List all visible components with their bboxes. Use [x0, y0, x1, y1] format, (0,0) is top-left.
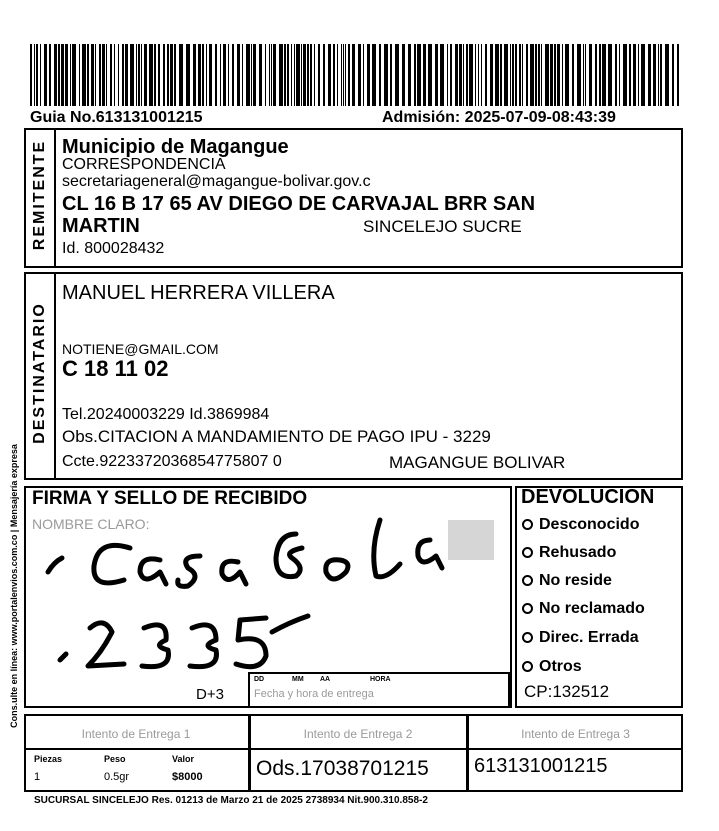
barcode-bar — [562, 44, 563, 106]
barcode-bar — [395, 44, 399, 106]
barcode-bar — [358, 44, 361, 106]
delivery-attempt-3: Intento de Entrega 3 — [521, 727, 630, 741]
radio-icon — [522, 661, 533, 672]
sender-email: secretariageneral@magangue-bolivar.gov.c — [62, 173, 371, 190]
barcode-bar — [554, 44, 556, 106]
barcode-bar — [91, 44, 94, 106]
barcode-bar — [323, 44, 325, 106]
radio-icon — [522, 603, 533, 614]
name-label: NOMBRE CLARO: — [32, 516, 150, 532]
barcode-bar — [466, 44, 468, 106]
barcode-bar — [602, 44, 606, 106]
barcode-bar — [318, 44, 320, 106]
barcode-bar — [379, 44, 381, 106]
destinatario-label: DESTINATARIO — [31, 302, 48, 444]
return-option-others[interactable]: Otros — [522, 658, 582, 676]
sender-id: Id. 800028432 — [62, 240, 165, 257]
barcode-bar — [310, 44, 312, 106]
admission-date: Admisión: 2025-07-09-08:43:39 — [382, 109, 616, 126]
barcode-bar — [149, 44, 153, 106]
barcode-bar — [136, 44, 137, 106]
barcode-bar — [95, 44, 96, 106]
barcode-bar — [653, 44, 656, 106]
barcode-bar — [287, 44, 289, 106]
barcode-bar — [179, 44, 183, 106]
barcode-bar — [450, 44, 452, 106]
barcode-bar — [390, 44, 392, 106]
barcode-bar — [478, 44, 479, 106]
barcode-bar — [223, 44, 226, 106]
barcode-bar — [206, 44, 207, 106]
barcode-bar — [202, 44, 204, 106]
barcode-bar — [348, 44, 350, 106]
barcode-bar — [251, 44, 252, 106]
barcode-bar — [186, 44, 190, 106]
barcode-bar — [510, 44, 511, 106]
barcode-bar — [550, 44, 553, 106]
postal-code: CP:132512 — [524, 682, 610, 701]
barcode-bar — [232, 44, 234, 106]
barcode-bar — [291, 44, 292, 106]
barcode-bar — [265, 44, 266, 106]
barcode-bar — [455, 44, 458, 106]
barcode-bar — [648, 44, 651, 106]
weight-header: Peso — [104, 754, 126, 764]
barcode-bar — [363, 44, 364, 106]
barcode-bar — [114, 44, 115, 106]
barcode-bar — [99, 44, 101, 106]
return-option-refused[interactable]: Rehusado — [522, 544, 616, 562]
barcode-bar — [557, 44, 560, 106]
barcode-bar — [447, 44, 448, 106]
barcode-bar — [515, 44, 517, 106]
barcode-bar — [167, 44, 169, 106]
radio-icon — [522, 575, 533, 586]
barcode-bar — [633, 44, 636, 106]
barcode-bar — [519, 44, 521, 106]
barcode-bar — [58, 44, 60, 106]
recipient-address: C 18 11 02 — [62, 356, 169, 381]
delivery-attempt-2: Intento de Entrega 2 — [303, 727, 413, 741]
barcode-bar — [36, 44, 38, 106]
barcode-bar — [538, 44, 540, 106]
barcode-bar — [665, 44, 669, 106]
barcode-bar — [475, 44, 476, 106]
barcode-bar — [141, 44, 142, 106]
weight-value: 0.5gr — [104, 771, 130, 783]
barcode-bar — [440, 44, 444, 106]
barcode-bar — [82, 44, 86, 106]
barcode-bar — [228, 44, 229, 106]
return-title: DEVOLUCION — [521, 486, 655, 508]
barcode-bar — [459, 44, 462, 106]
ods-number: Ods.17038701215 — [256, 757, 429, 780]
d-plus-3: D+3 — [196, 686, 224, 703]
radio-icon — [522, 547, 533, 558]
recipient-email: NOTIENE@GMAIL.COM — [62, 341, 219, 357]
barcode-bar — [589, 44, 592, 106]
barcode-bar — [408, 44, 411, 106]
barcode-bar — [352, 44, 355, 106]
sender-department: CORRESPONDENCIA — [62, 156, 226, 173]
barcode-bar — [246, 44, 250, 106]
barcode-bar — [341, 44, 342, 106]
barcode-bar — [72, 44, 76, 106]
barcode-bar — [44, 44, 47, 106]
barcode-bar — [144, 44, 147, 106]
barcode-bar — [49, 44, 51, 106]
barcode-bar — [384, 44, 388, 106]
barcode-bar — [30, 44, 32, 106]
barcode-bar — [65, 44, 68, 106]
barcode-bar — [154, 44, 156, 106]
barcode-bar — [402, 44, 405, 106]
barcode-bar — [301, 44, 302, 106]
barcode-bar — [273, 44, 276, 106]
recipient-ccte: Ccte.9223372036854775807 0 — [62, 453, 282, 470]
barcode-bar — [481, 44, 482, 106]
return-option-unknown[interactable]: Desconocido — [522, 516, 639, 534]
barcode-bar — [372, 44, 376, 106]
barcode-bar — [565, 44, 569, 106]
barcode-bar — [615, 44, 617, 106]
barcode-bar — [535, 44, 537, 106]
barcode-bar — [641, 44, 645, 106]
barcode-bar — [660, 44, 662, 106]
barcode-bar — [522, 44, 523, 106]
barcode-bar — [284, 44, 286, 106]
radio-icon — [522, 519, 533, 530]
remitente-label: REMITENTE — [31, 139, 48, 251]
barcode-bar — [526, 44, 528, 106]
pieces-value: 1 — [34, 771, 41, 783]
barcode-bar — [163, 44, 165, 106]
barcode-bar — [428, 44, 432, 106]
barcode-bar — [122, 44, 124, 106]
barcode-bar — [271, 44, 272, 106]
barcode-bar — [242, 44, 243, 106]
barcode-bar — [328, 44, 331, 106]
barcode-bar — [423, 44, 426, 106]
barcode-bar — [253, 44, 256, 106]
barcode-bar — [279, 44, 283, 106]
barcode-bar — [138, 44, 140, 106]
side-info-text: Cons.ulte en línea: www.portalenvios.com.co | Mensajería expresa — [9, 444, 19, 728]
barcode-bar — [333, 44, 335, 106]
barcode-bar — [237, 44, 240, 106]
barcode-bar — [463, 44, 464, 106]
value-header: Valor — [172, 754, 195, 764]
guia-number: Guia No.613131001215 — [30, 109, 203, 126]
barcode-bar — [102, 44, 105, 106]
barcode-bar — [296, 44, 300, 106]
barcode-bar — [595, 44, 597, 106]
return-option-not-resident[interactable]: No reside — [522, 572, 612, 590]
barcode-bar — [469, 44, 473, 106]
barcode-bar — [158, 44, 160, 106]
return-option-wrong-address[interactable]: Direc. Errada — [522, 629, 639, 647]
barcode-bar — [638, 44, 639, 106]
barcode-bar — [61, 44, 64, 106]
barcode-bar — [70, 44, 71, 106]
barcode-bar — [34, 44, 35, 106]
barcode-bar — [294, 44, 295, 106]
barcode-bar — [314, 44, 315, 106]
barcode-bar — [485, 44, 487, 106]
barcode-bar — [125, 44, 128, 106]
barcode-bar — [541, 44, 542, 106]
footer-text: SUCURSAL SINCELEJO Res. 01213 de Marzo 21 de 2025 2738934 Nit.900.310.858-2 — [34, 795, 428, 806]
barcode-bar — [672, 44, 674, 106]
barcode-bar — [170, 44, 173, 106]
sender-name: Municipio de Magangue — [62, 136, 289, 158]
barcode-bar — [215, 44, 217, 106]
barcode-bar — [110, 44, 112, 106]
sender-address-line1: CL 16 B 17 65 AV DIEGO DE CARVAJAL BRR SAN — [62, 193, 536, 215]
barcode-bar — [337, 44, 338, 106]
barcode-bar — [307, 44, 309, 106]
barcode — [30, 44, 682, 106]
barcode-bar — [490, 44, 493, 106]
barcode-bar — [677, 44, 679, 106]
barcode-bar — [209, 44, 212, 106]
declared-value: $8000 — [172, 771, 203, 783]
barcode-bar — [495, 44, 499, 106]
barcode-bar — [198, 44, 201, 106]
delivery-attempt-1: Intento de Entrega 1 — [81, 727, 191, 741]
barcode-bar — [500, 44, 502, 106]
barcode-bar — [193, 44, 196, 106]
signature-title: FIRMA Y SELLO DE RECIBIDO — [32, 488, 308, 509]
barcode-bar — [106, 44, 107, 106]
barcode-bar — [530, 44, 534, 106]
sender-address-line2: MARTIN — [62, 215, 140, 237]
barcode-bar — [585, 44, 586, 106]
barcode-bar — [54, 44, 57, 106]
barcode-bar — [658, 44, 659, 106]
sender-city: SINCELEJO SUCRE — [363, 217, 522, 236]
day-label: DD — [254, 676, 265, 683]
barcode-bar — [220, 44, 221, 106]
barcode-bar — [619, 44, 620, 106]
handwritten-signature — [40, 500, 510, 690]
barcode-bar — [345, 44, 346, 106]
pieces-header: Piezas — [34, 754, 63, 764]
barcode-bar — [623, 44, 627, 106]
barcode-bar — [599, 44, 601, 106]
barcode-bar — [118, 44, 119, 106]
barcode-bar — [87, 44, 89, 106]
barcode-bar — [435, 44, 438, 106]
recipient-city: MAGANGUE BOLIVAR — [389, 453, 566, 472]
barcode-bar — [417, 44, 421, 106]
barcode-bar — [629, 44, 631, 106]
recipient-observation: Obs.CITACION A MANDAMIENTO DE PAGO IPU - 3229 — [62, 427, 491, 446]
return-option-not-claimed[interactable]: No reclamado — [522, 600, 645, 618]
barcode-bar — [130, 44, 134, 106]
guide-number-bottom: 613131001215 — [474, 755, 608, 777]
hour-label: HORA — [370, 676, 391, 683]
recipient-tel: Tel.20240003229 Id.3869984 — [62, 406, 270, 423]
barcode-bar — [174, 44, 176, 106]
barcode-bar — [512, 44, 514, 106]
delivery-datetime-label: Fecha y hora de entrega — [254, 688, 374, 700]
barcode-bar — [577, 44, 581, 106]
barcode-bar — [269, 44, 270, 106]
barcode-bar — [303, 44, 306, 106]
barcode-bar — [79, 44, 80, 106]
barcode-bar — [608, 44, 612, 106]
year-label: AA — [320, 676, 331, 683]
month-label: MM — [292, 676, 304, 683]
barcode-bar — [583, 44, 584, 106]
recipient-name: MANUEL HERRERA VILLERA — [62, 282, 335, 304]
barcode-bar — [545, 44, 549, 106]
barcode-bar — [572, 44, 574, 106]
barcode-bar — [40, 44, 41, 106]
barcode-bar — [367, 44, 370, 106]
barcode-bar — [343, 44, 344, 106]
radio-icon — [522, 632, 533, 643]
barcode-bar — [414, 44, 416, 106]
barcode-bar — [259, 44, 262, 106]
barcode-bar — [504, 44, 508, 106]
